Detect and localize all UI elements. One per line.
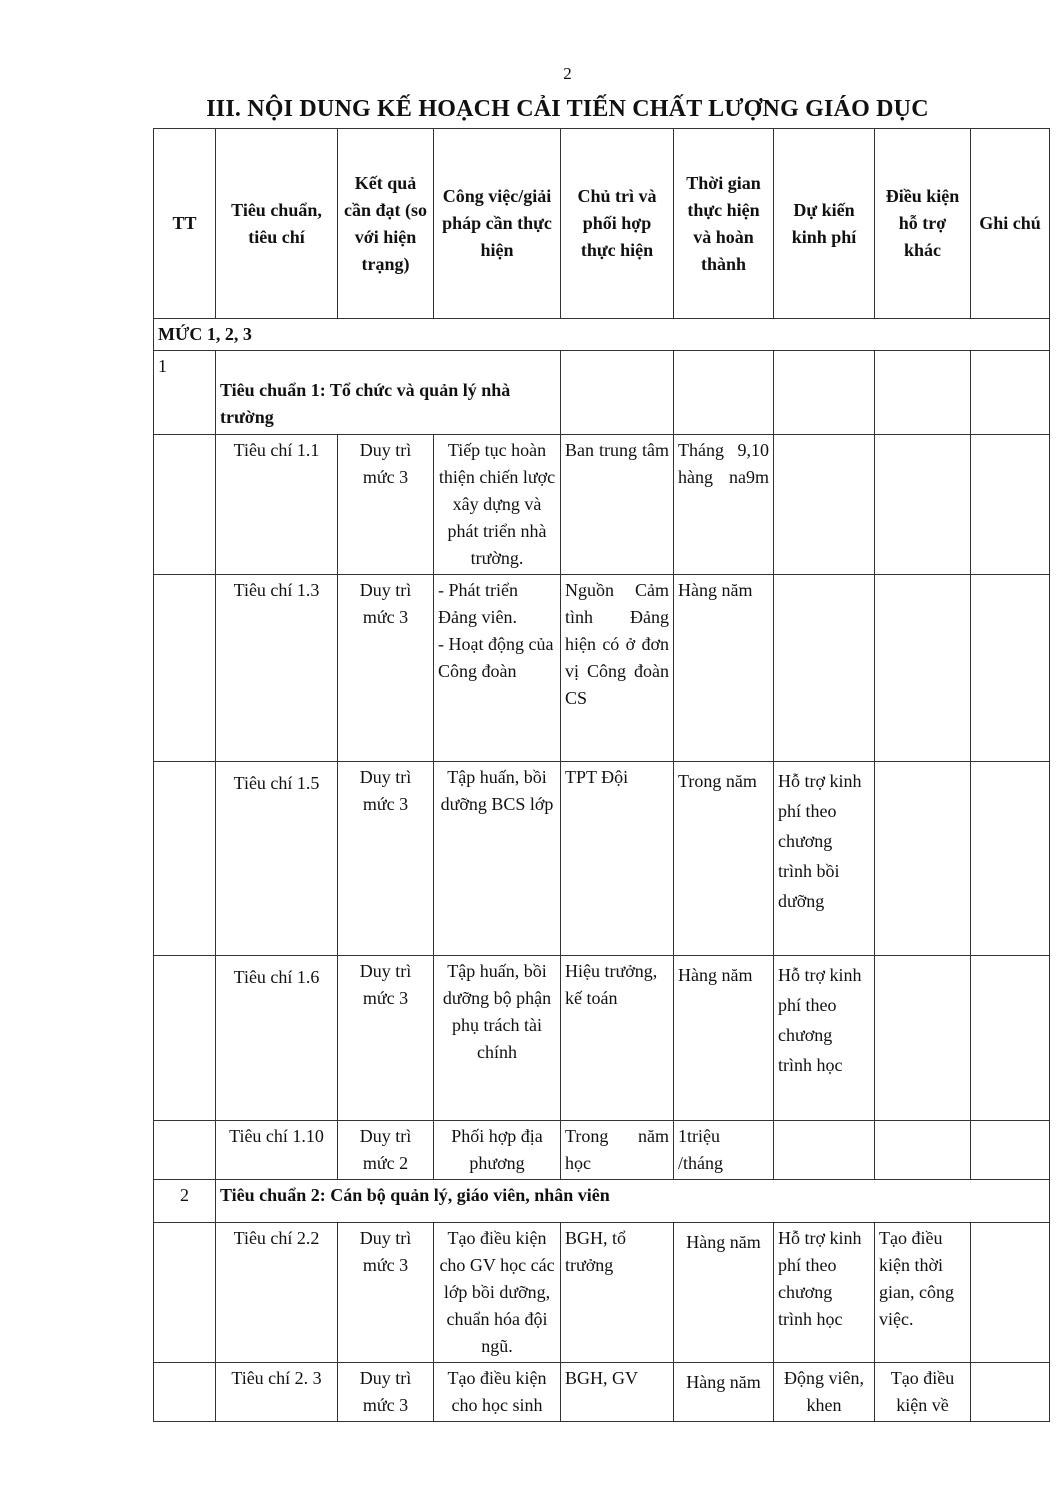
budget-cell: Động viên, khen [774, 1363, 875, 1422]
empty-cell [774, 351, 875, 435]
standard-title: Tiêu chuẩn 2: Cán bộ quản lý, giáo viên, nhân viên [216, 1180, 1050, 1223]
criteria-cell: Tiêu chí 1.6 [216, 956, 338, 1121]
time-cell: Hàng năm [674, 1363, 774, 1422]
header-criteria: Tiêu chuẩn, tiêu chí [216, 129, 338, 319]
support-cell [875, 956, 971, 1121]
support-cell: Tạo điều kiện thời gian, công việc. [875, 1223, 971, 1363]
empty-cell [971, 351, 1050, 435]
lead-cell: TPT Đội [561, 762, 674, 956]
note-cell [971, 956, 1050, 1121]
support-cell [875, 575, 971, 762]
tt-cell [154, 1363, 216, 1422]
lead-cell: Hiệu trưởng, kế toán [561, 956, 674, 1121]
level-label: MỨC 1, 2, 3 [154, 319, 1050, 351]
lead-cell: BGH, tổ trưởng [561, 1223, 674, 1363]
budget-cell [774, 1121, 875, 1180]
header-support: Điều kiện hỗ trợ khác [875, 129, 971, 319]
budget-cell: Hỗ trợ kinh phí theo chương trình học [774, 956, 875, 1121]
lead-cell: Ban trung tâm [561, 435, 674, 575]
budget-cell [774, 435, 875, 575]
header-work: Công việc/giải pháp cần thực hiện [434, 129, 561, 319]
section-title: III. NỘI DUNG KẾ HOẠCH CẢI TIẾN CHẤT LƯỢNG GIÁO DỤC [206, 96, 929, 122]
table-row [154, 762, 1050, 956]
note-cell [971, 1223, 1050, 1363]
tt-cell [154, 762, 216, 956]
table-row [154, 956, 1050, 1121]
support-cell [875, 762, 971, 956]
header-budget: Dự kiến kinh phí [774, 129, 875, 319]
support-cell [875, 1121, 971, 1180]
standard-title: Tiêu chuẩn 1: Tổ chức và quản lý nhà trường [216, 351, 561, 435]
table-row [154, 575, 1050, 762]
table-row [154, 1363, 1050, 1422]
header-time: Thời gian thực hiện và hoàn thành [674, 129, 774, 319]
result-cell: Duy trì mức 3 [338, 435, 434, 575]
criteria-cell: Tiêu chí 1.3 [216, 575, 338, 762]
budget-cell: Hỗ trợ kinh phí theo chương trình học [774, 1223, 875, 1363]
lead-cell: BGH, GV [561, 1363, 674, 1422]
standard-tt: 1 [154, 351, 216, 435]
note-cell [971, 1363, 1050, 1422]
work-cell: Tiếp tục hoàn thiện chiến lược xây dựng và phát triển nhà trường. [434, 435, 561, 575]
note-cell [971, 435, 1050, 575]
time-cell: Tháng 9,10 hàng na9m [674, 435, 774, 575]
table-row [154, 1223, 1050, 1363]
result-cell: Duy trì mức 3 [338, 762, 434, 956]
empty-cell [674, 351, 774, 435]
note-cell [971, 575, 1050, 762]
lead-cell: Trong năm học [561, 1121, 674, 1180]
note-cell [971, 762, 1050, 956]
work-line: - Hoạt động của Công đoàn [438, 634, 554, 681]
support-cell: Tạo điều kiện về [875, 1363, 971, 1422]
note-cell [971, 1121, 1050, 1180]
work-cell: Tạo điều kiện cho GV học các lớp bồi dưỡng, chuẩn hóa đội ngũ. [434, 1223, 561, 1363]
work-cell [434, 575, 561, 762]
criteria-cell: Tiêu chí 1.10 [216, 1121, 338, 1180]
time-cell: Hàng năm [674, 956, 774, 1121]
result-cell: Duy trì mức 3 [338, 575, 434, 762]
header-lead: Chủ trì và phối hợp thực hiện [561, 129, 674, 319]
time-cell: Hàng năm [674, 575, 774, 762]
tt-cell [154, 575, 216, 762]
result-cell: Duy trì mức 3 [338, 1363, 434, 1422]
work-cell: Tập huấn, bồi dưỡng bộ phận phụ trách tài chính [434, 956, 561, 1121]
table-row [154, 435, 1050, 575]
level-row [154, 319, 1050, 351]
result-cell: Duy trì mức 2 [338, 1121, 434, 1180]
work-cell: Tập huấn, bồi dưỡng BCS lớp [434, 762, 561, 956]
page-number: 2 [563, 64, 572, 83]
tt-cell [154, 1223, 216, 1363]
time-cell: Trong năm [674, 762, 774, 956]
lead-cell: Nguồn Cảm tình Đảng hiện có ở đơn vị Công đoàn CS [561, 575, 674, 762]
header-note: Ghi chú [971, 129, 1050, 319]
header-row [154, 129, 1050, 319]
tt-cell [154, 1121, 216, 1180]
budget-cell: Hỗ trợ kinh phí theo chương trình bồi dưỡng [774, 762, 875, 956]
result-cell: Duy trì mức 3 [338, 956, 434, 1121]
result-cell: Duy trì mức 3 [338, 1223, 434, 1363]
improvement-plan-table [153, 128, 1050, 1422]
criteria-cell: Tiêu chí 2.2 [216, 1223, 338, 1363]
table-row [154, 1121, 1050, 1180]
criteria-cell: Tiêu chí 1.1 [216, 435, 338, 575]
header-result: Kết quả cần đạt (so với hiện trạng) [338, 129, 434, 319]
standard-row [154, 1180, 1050, 1223]
criteria-cell: Tiêu chí 1.5 [216, 762, 338, 956]
empty-cell [561, 351, 674, 435]
work-cell: Tạo điều kiện cho học sinh [434, 1363, 561, 1422]
time-cell: 1triệu /tháng [674, 1121, 774, 1180]
tt-cell [154, 435, 216, 575]
criteria-cell: Tiêu chí 2. 3 [216, 1363, 338, 1422]
header-tt: TT [154, 129, 216, 319]
support-cell [875, 435, 971, 575]
empty-cell [875, 351, 971, 435]
work-line: - Phát triển Đảng viên. [438, 580, 518, 627]
work-cell: Phối hợp địa phương [434, 1121, 561, 1180]
budget-cell [774, 575, 875, 762]
tt-cell [154, 956, 216, 1121]
time-cell: Hàng năm [674, 1223, 774, 1363]
standard-row [154, 351, 1050, 435]
standard-tt: 2 [154, 1180, 216, 1223]
